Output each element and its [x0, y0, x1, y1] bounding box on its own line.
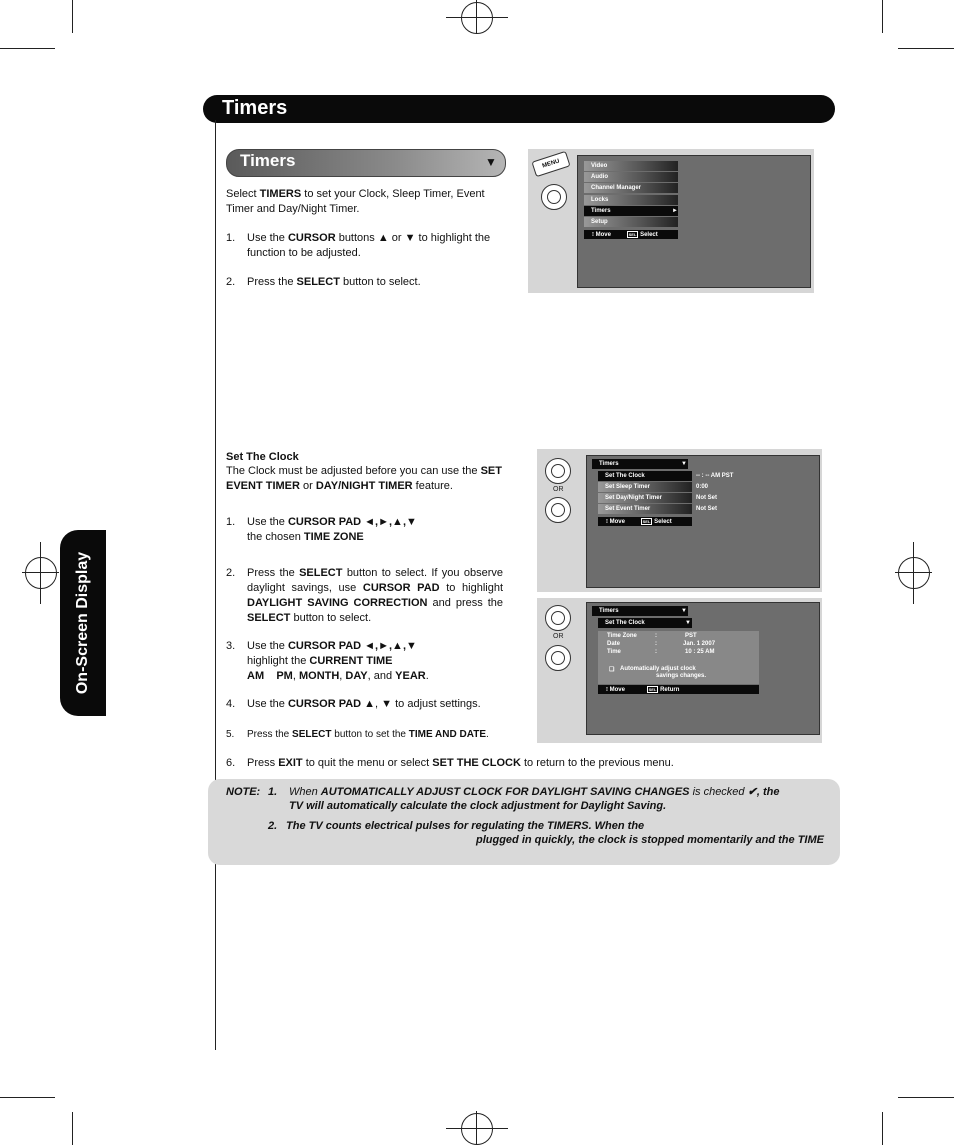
note-1: When AUTOMATICALLY ADJUST CLOCK FOR DAYLIGHT SAVING CHANGES is checked ✔, the [289, 786, 780, 798]
sel-key-icon: SEL [648, 687, 657, 692]
footer-move: Move [595, 232, 611, 238]
footer-select: Select [654, 519, 672, 525]
clock-step-4: Use the CURSOR PAD ▲, ▼ to adjust settings. [247, 698, 481, 710]
note-2: The TV counts electrical pulses for regulating the TIMERS. When the [286, 820, 645, 832]
registration-line [446, 1128, 508, 1129]
menu-item-channel-manager[interactable]: Channel Manager [584, 183, 678, 193]
registration-line [446, 17, 508, 18]
date-label: Date [607, 641, 621, 647]
checkbox-icon[interactable]: ❑ [609, 667, 615, 673]
registration-line [40, 542, 41, 604]
clock-heading: Set The Clock [226, 451, 299, 463]
step-number: 2. [226, 567, 236, 579]
registration-mark-icon [25, 557, 57, 589]
clock-step-2: Press the SELECT button to select. If you observe daylight savings, use CURSOR PAD to highlight DAYLIGHT SAVING CORRECTION and press the SELECT button to select. [247, 567, 504, 624]
or-label: OR [553, 633, 564, 640]
auto-adjust-label: Automatically adjust clock [620, 666, 696, 672]
side-tab-label: On-Screen Display [74, 551, 91, 695]
sel-key-icon: SEL [628, 232, 637, 237]
step-number: 6. [226, 757, 236, 769]
separator: : [655, 649, 657, 655]
chevron-down-icon: ▼ [681, 608, 687, 614]
crop-mark [882, 0, 883, 33]
menu-item-locks[interactable]: Locks [584, 195, 678, 205]
page-title: Timers [222, 97, 288, 119]
section-arrow-icon: ▼ [485, 155, 497, 169]
move-icon: ⁝ [606, 687, 608, 693]
move-icon: ⁝ [592, 232, 594, 238]
crop-mark [0, 48, 55, 49]
note-number: 1. [268, 786, 278, 798]
menu-item-video[interactable]: Video [584, 161, 678, 171]
intro-step-2: Press the SELECT button to select. [247, 276, 421, 288]
menu-footer [598, 685, 759, 694]
set-clock-title: Set The Clock [598, 618, 692, 628]
remote-menu-icon [545, 605, 571, 631]
time-label: Time [607, 649, 621, 655]
clock-intro: The Clock must be adjusted before you can use the SET EVENT TIMER or DAY/NIGHT TIMER feature. [226, 465, 502, 492]
chevron-down-icon: ▼ [685, 620, 691, 626]
footer-move: Move [609, 687, 625, 693]
crop-mark [882, 1112, 883, 1145]
separator: : [655, 633, 657, 639]
note-2-line-2: plugged in quickly, the clock is stopped momentarily and the TIME [476, 834, 824, 846]
step-number: 4. [226, 698, 236, 710]
intro-paragraph: Select TIMERS to set your Clock, Sleep Timer, Event Timer and Day/Night Timer. [226, 188, 485, 215]
clock-step-1: Use the CURSOR PAD ◄,►,▲,▼ the chosen TIME ZONE [247, 516, 417, 543]
registration-mark-icon [461, 2, 493, 34]
footer-move: Move [609, 519, 625, 525]
section-title: Timers [240, 151, 296, 170]
menu-item-set-event-timer[interactable]: Set Event Timer [598, 504, 692, 514]
date-value[interactable]: Jan. 1 2007 [683, 641, 716, 647]
menu-item-set-day-night-timer[interactable]: Set Day/Night Timer [598, 493, 692, 503]
crop-mark [0, 1097, 55, 1098]
footer-select: Select [640, 232, 658, 238]
menu-item-set-the-clock[interactable]: Set The Clock [598, 471, 692, 481]
note-label: NOTE: [226, 786, 261, 798]
step-number: 1. [226, 516, 236, 528]
note-1-line-2: TV will automatically calculate the clock adjustment for Daylight Saving. [289, 800, 667, 812]
chevron-down-icon: ▼ [681, 461, 687, 467]
registration-line [913, 542, 914, 604]
sel-key-icon: SEL [642, 519, 651, 524]
menu-footer [598, 517, 692, 526]
registration-mark-icon [898, 557, 930, 589]
sleep-timer-value: 0:00 [696, 484, 709, 490]
separator: : [655, 641, 657, 647]
crop-mark [898, 48, 954, 49]
selected-arrow-icon: ► [672, 208, 678, 214]
clock-step-3: Use the CURSOR PAD ◄,►,▲,▼ highlight the CURRENT TIME AM PM, MONTH, DAY, and YEAR. [247, 640, 429, 682]
step-number: 1. [226, 232, 236, 244]
remote-cursor-icon [545, 497, 571, 523]
or-label: OR [553, 486, 564, 493]
menu-button-tag: MENU [531, 151, 570, 177]
remote-cursor-icon [541, 184, 567, 210]
event-timer-value: Not Set [696, 506, 717, 512]
side-tab-label-wrap [60, 530, 106, 716]
registration-line [476, 0, 477, 34]
timers-menu-title: Timers [592, 459, 688, 469]
time-zone-value[interactable]: PST [685, 633, 697, 639]
registration-line [476, 1111, 477, 1145]
time-value[interactable]: 10 : 25 AM [685, 649, 715, 655]
remote-menu-icon [545, 458, 571, 484]
menu-footer [584, 230, 678, 239]
step-number: 5. [226, 729, 235, 740]
registration-mark-icon [461, 1113, 493, 1145]
move-icon: ⁝ [606, 519, 608, 525]
clock-step-5: Press the SELECT button to set the TIME AND DATE. [247, 729, 489, 740]
auto-adjust-label-2: savings changes. [656, 673, 707, 679]
menu-item-set-sleep-timer[interactable]: Set Sleep Timer [598, 482, 692, 492]
vertical-rule [215, 120, 216, 1050]
time-zone-label: Time Zone [607, 633, 637, 639]
menu-item-setup[interactable]: Setup [584, 217, 678, 227]
step-number: 2. [226, 276, 236, 288]
intro-step-1: Use the CURSOR buttons ▲ or ▼ to highlight the function to be adjusted. [247, 232, 491, 259]
menu-item-timers[interactable]: Timers [584, 206, 678, 216]
clock-step-6: Press EXIT to quit the menu or select SET THE CLOCK to return to the previous menu. [247, 757, 674, 769]
day-night-timer-value: Not Set [696, 495, 717, 501]
crop-mark [898, 1097, 954, 1098]
crop-mark [72, 1112, 73, 1145]
crop-mark [72, 0, 73, 33]
header-bar [203, 95, 835, 123]
clock-value: -- : -- AM PST [696, 473, 734, 479]
timers-menu-title: Timers [592, 606, 688, 616]
checkmark-icon: ✔ [747, 786, 757, 798]
footer-return: Return [660, 687, 680, 693]
step-number: 3. [226, 640, 236, 652]
menu-item-audio[interactable]: Audio [584, 172, 678, 182]
note-number: 2. [268, 820, 278, 832]
remote-cursor-icon [545, 645, 571, 671]
